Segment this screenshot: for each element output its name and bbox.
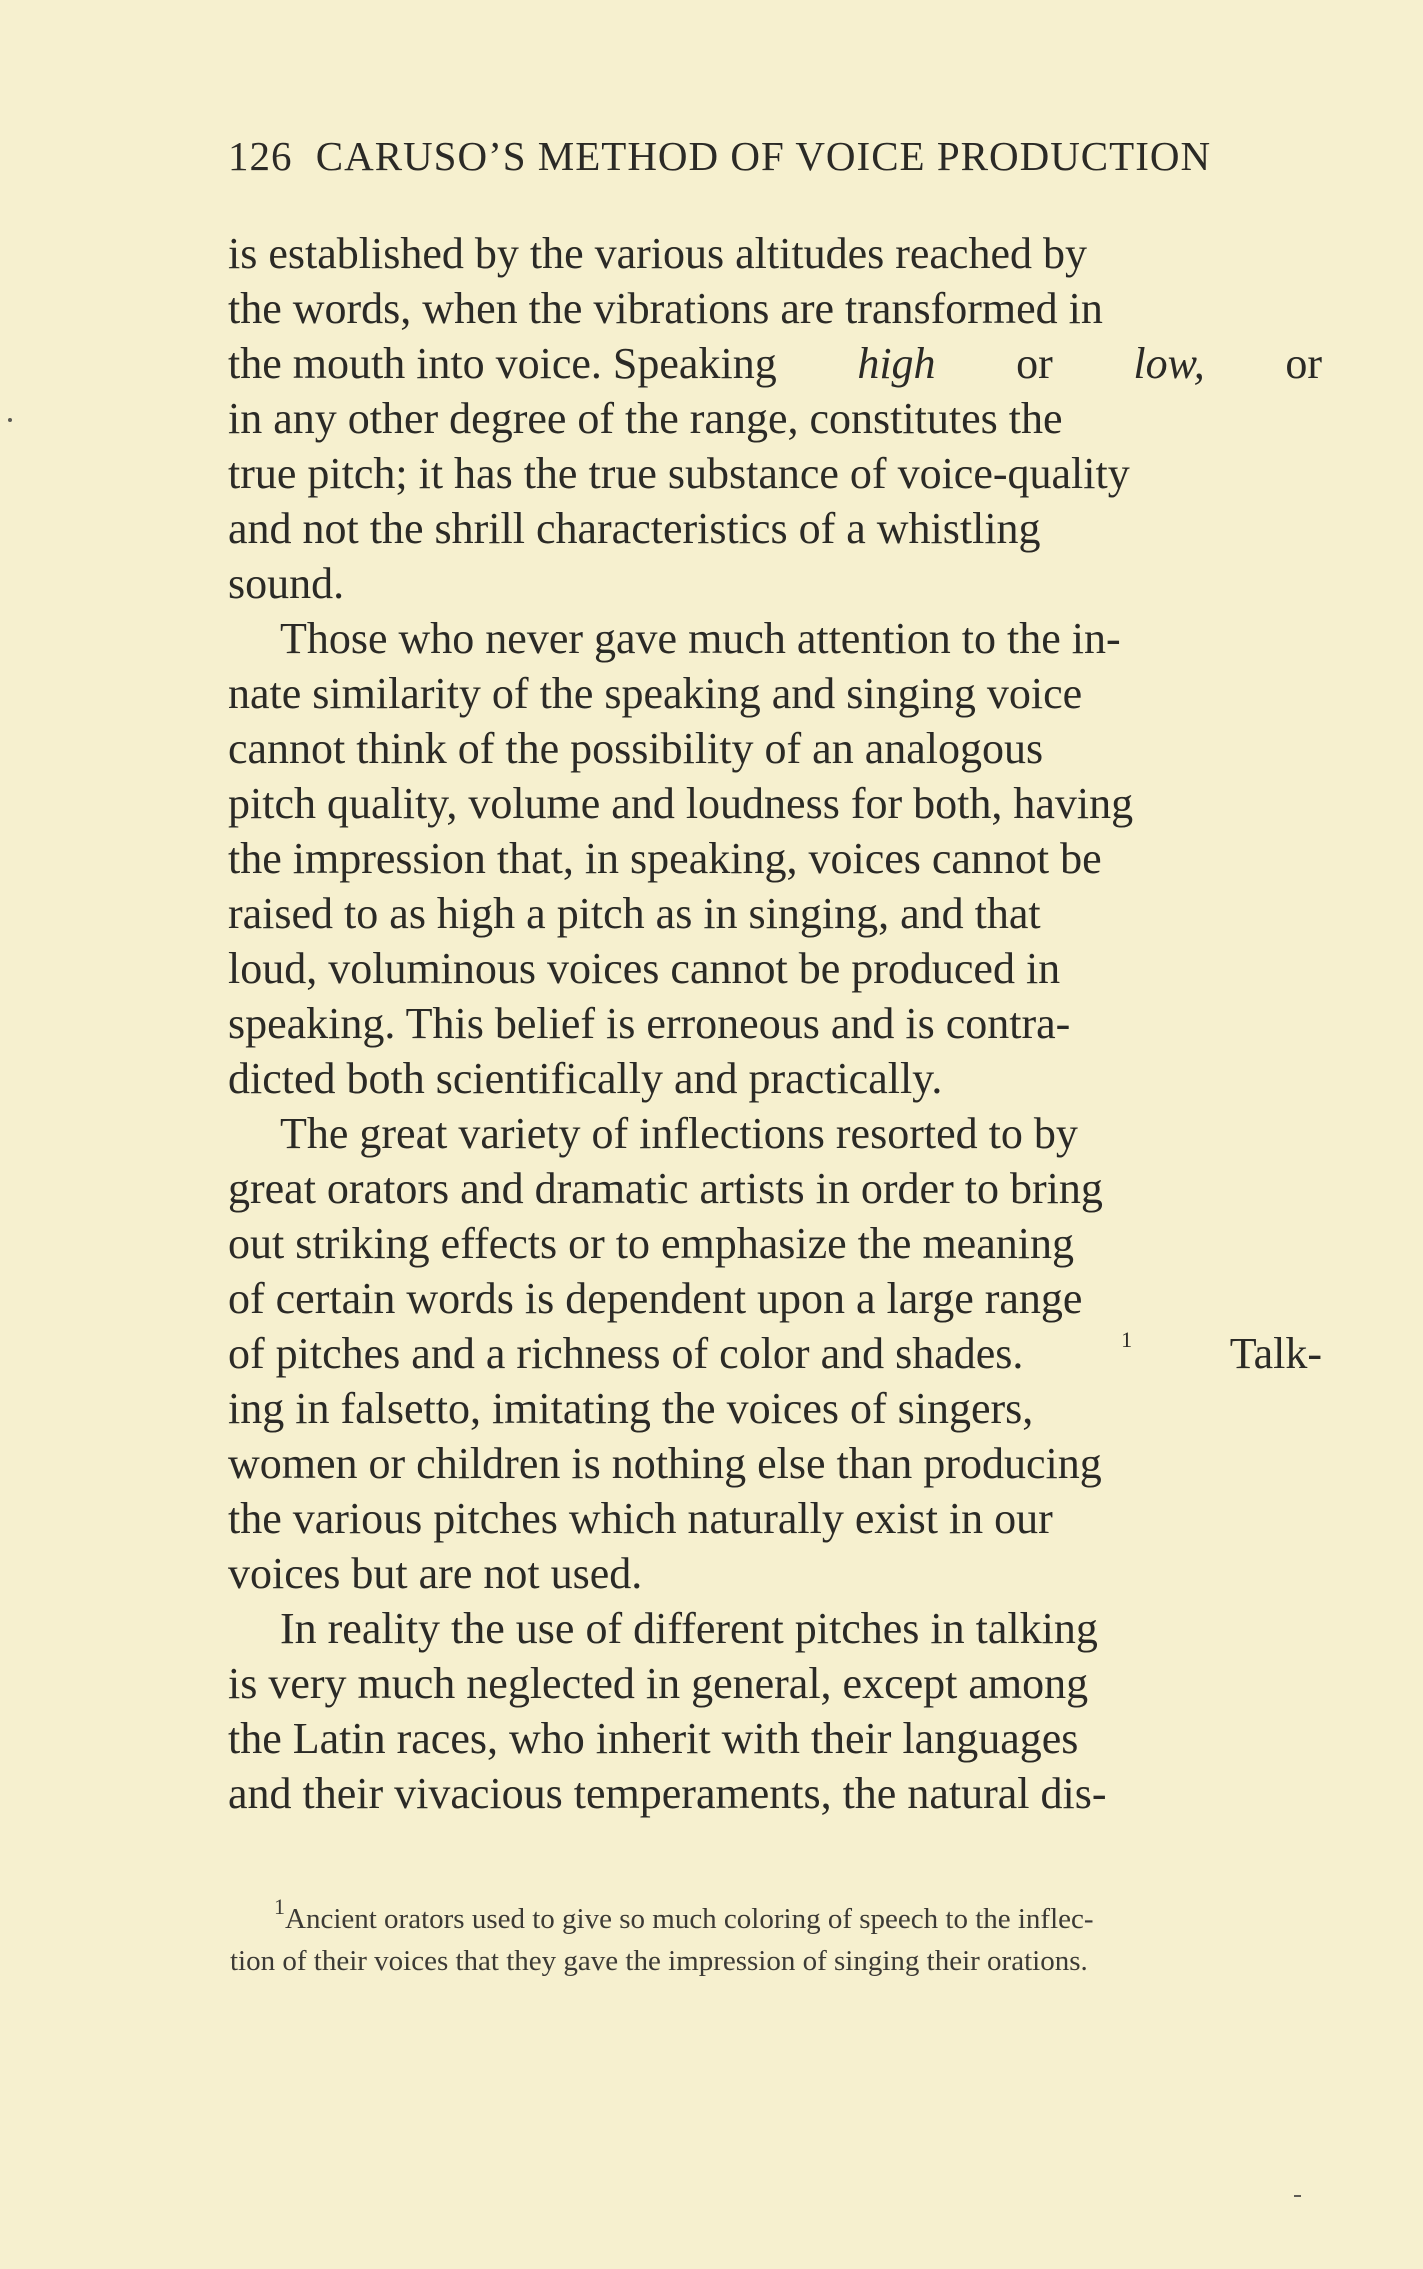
text-line: of certain words is dependent upon a large range (228, 1274, 1083, 1323)
text-line: true pitch; it has the true substance of voice-quality (228, 449, 1130, 498)
text-line: The great variety of inflections resorted to by (280, 1109, 1078, 1158)
text-line: ing in falsetto, imitating the voices of singers, (228, 1384, 1034, 1433)
emphasis-high: high (857, 339, 936, 388)
footnote-number: 1 (274, 1894, 285, 1919)
body-text (228, 226, 1322, 1821)
running-head (228, 132, 1310, 184)
footnotes (230, 1894, 1324, 1982)
text-line: sound. (228, 559, 345, 608)
text-line: In reality the use of different pitches in talking (280, 1604, 1098, 1653)
footnote-reference: 1 (1121, 1327, 1133, 1352)
text-line: cannot think of the possibility of an analogous (228, 724, 1044, 773)
paragraph-1 (228, 226, 1322, 611)
text-line: dicted both scientifically and practically. (228, 1054, 943, 1103)
paragraph-4 (228, 1601, 1322, 1821)
page-number: 126 (228, 133, 293, 179)
text-line: the impression that, in speaking, voices cannot be (228, 834, 1102, 883)
text-line: is very much neglected in general, except among (228, 1659, 1089, 1708)
text-line: the various pitches which naturally exist in our (228, 1494, 1053, 1543)
footnote-line: $^1$Ancient orators used to give so much coloring of speech to the inflec- (274, 1894, 1094, 1935)
text-line: the mouth into voice. Speaking high or low, or (228, 336, 1322, 391)
margin-speck (8, 418, 12, 422)
text-line: raised to as high a pitch as in singing, and that (228, 889, 1041, 938)
emphasis-low: low, (1133, 339, 1205, 388)
paragraph-3 (228, 1106, 1322, 1601)
footnote-line: tion of their voices that they gave the impression of singing their orations. (230, 1945, 1088, 1977)
bottom-speck (1294, 2195, 1301, 2197)
text-line: out striking effects or to emphasize the meaning (228, 1219, 1074, 1268)
text-line: nate similarity of the speaking and singing voice (228, 669, 1083, 718)
text-line: voices but are not used. (228, 1549, 643, 1598)
text-line: speaking. This belief is erroneous and is contra- (228, 999, 1071, 1048)
text-line: great orators and dramatic artists in order to bring (228, 1164, 1103, 1213)
text-line: is established by the various altitudes reached by (228, 229, 1087, 278)
running-title: CARUSO’S METHOD OF VOICE PRODUCTION (315, 133, 1212, 179)
text-line: women or children is nothing else than producing (228, 1439, 1102, 1488)
text-line: Those who never gave much attention to the in- (280, 614, 1121, 663)
text-line: loud, voluminous voices cannot be produced in (228, 944, 1061, 993)
text-line: the Latin races, who inherit with their languages (228, 1714, 1079, 1763)
paragraph-2 (228, 611, 1322, 1106)
text-line: in any other degree of the range, constitutes the (228, 394, 1063, 443)
text-line: and not the shrill characteristics of a whistling (228, 504, 1041, 553)
text-line: the words, when the vibrations are transformed in (228, 284, 1103, 333)
text-line: and their vivacious temperaments, the natural dis- (228, 1769, 1107, 1818)
text-line: of pitches and a richness of color and shades. 1 Talk- (228, 1326, 1322, 1381)
text-line: pitch quality, volume and loudness for both, having (228, 779, 1134, 828)
